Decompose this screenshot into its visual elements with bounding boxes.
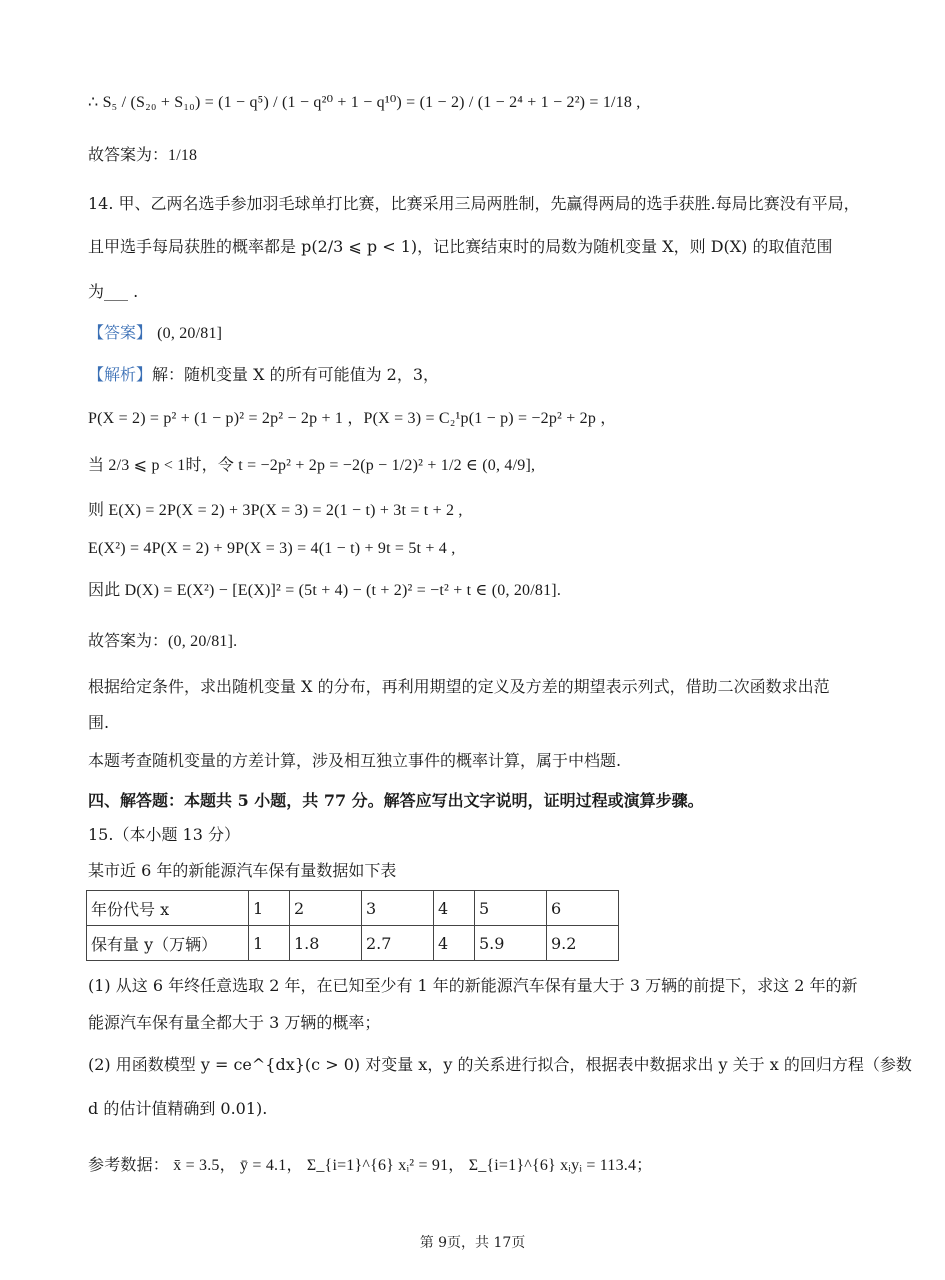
note-line-1: 根据给定条件，求出随机变量 X 的分布，再利用期望的定义及方差的期望表示列式，借助二次函数求出范 — [88, 677, 830, 696]
question-15-part-1-line-2: 能源汽车保有量全都大于 3 万辆的概率； — [88, 1013, 381, 1032]
equation-4: E(X²) = 4P(X = 2) + 9P(X = 3) = 4(1 − t) + 9t = 5t + 4 , — [88, 540, 456, 557]
analysis-tag: 【解析】 — [88, 365, 153, 384]
analysis-text: 解：随机变量 X 的所有可能值为 2，3， — [152, 365, 440, 384]
question-14-line-1: 14. 甲、乙两名选手参加羽毛球单打比赛，比赛采用三局两胜制，先赢得两局的选手获胜.每局比赛没有平局， — [88, 194, 860, 213]
question-15-title: 15.（本小题 13 分） — [88, 825, 240, 844]
question-15-part-2-line-1: (2) 用函数模型 y = ce^{dx}(c > 0) 对变量 x，y 的关系进行拟合，根据表中数据求出 y 关于 x 的回归方程（参数 — [88, 1055, 912, 1074]
question-15-part-1-line-1: (1) 从这 6 年终任意选取 2 年，在已知至少有 1 年的新能源汽车保有量大于 3 万辆的前提下，求这 2 年的新 — [88, 976, 858, 995]
equation-5: 因此 D(X) = E(X²) − [E(X)]² = (5t + 4) − (t + 2)² = −t² + t ∈ (0, 20/81]. — [88, 582, 562, 599]
table-row: 年份代号 x 1 2 3 4 5 6 — [87, 891, 619, 926]
note-line-2: 围. — [88, 713, 110, 732]
question-15-part-2-line-2: d 的估计值精确到 0.01). — [88, 1099, 268, 1118]
question-14-line-3: 为___ . — [88, 282, 139, 301]
section-4-heading: 四、解答题：本题共 5 小题，共 77 分。解答应写出文字说明，证明过程或演算步骤。 — [88, 791, 704, 810]
equation-s5-ratio-text: ∴ S₅ / (S₂₀ + S₁₀) = (1 − q⁵) / (1 − q²⁰ + 1 − q¹⁰) = (1 − 2) / (1 − 2⁴ + 1 − 2²) = 1/18 , — [88, 94, 641, 111]
answer-value: (0, 20/81] — [157, 325, 223, 342]
table-row: 保有量 y（万辆） 1 1.8 2.7 4 5.9 9.2 — [87, 926, 619, 961]
analysis-line — [88, 364, 439, 386]
equation-2: 当 2/3 ⩽ p < 1时，令 t = −2p² + 2p = −2(p − 1/2)² + 1/2 ∈ (0, 4/9], — [88, 457, 536, 474]
data-table — [86, 890, 619, 961]
page-footer: 第 9页，共 17页 — [419, 1235, 526, 1251]
note-line-3: 本题考查随机变量的方差计算，涉及相互独立事件的概率计算，属于中档题. — [88, 751, 622, 770]
answer-line — [88, 322, 222, 345]
answer-line-2: 故答案为：(0, 20/81]. — [88, 631, 238, 650]
reference-data: 参考数据： x̄ = 3.5， ȳ = 4.1， Σ_{i=1}^{6} xᵢ² = 91， Σ_{i=1}^{6} xᵢyᵢ = 113.4； — [88, 1157, 653, 1174]
question-14-line-2: 且甲选手每局获胜的概率都是 p(2/3 ⩽ p < 1)，记比赛结束时的局数为随机变量 X，则 D(X) 的取值范围 — [88, 237, 833, 256]
answer-line-1: 故答案为：1/18 — [88, 145, 198, 164]
equation-s5-ratio — [88, 92, 640, 114]
question-15-intro: 某市近 6 年的新能源汽车保有量数据如下表 — [88, 861, 397, 880]
answer-tag: 【答案】 — [88, 323, 153, 342]
equation-1: P(X = 2) = p² + (1 − p)² = 2p² − 2p + 1 ，P(X = 3) = C₂¹p(1 − p) = −2p² + 2p ， — [88, 410, 617, 427]
equation-3: 则 E(X) = 2P(X = 2) + 3P(X = 3) = 2(1 − t) + 3t = t + 2 , — [88, 502, 463, 519]
